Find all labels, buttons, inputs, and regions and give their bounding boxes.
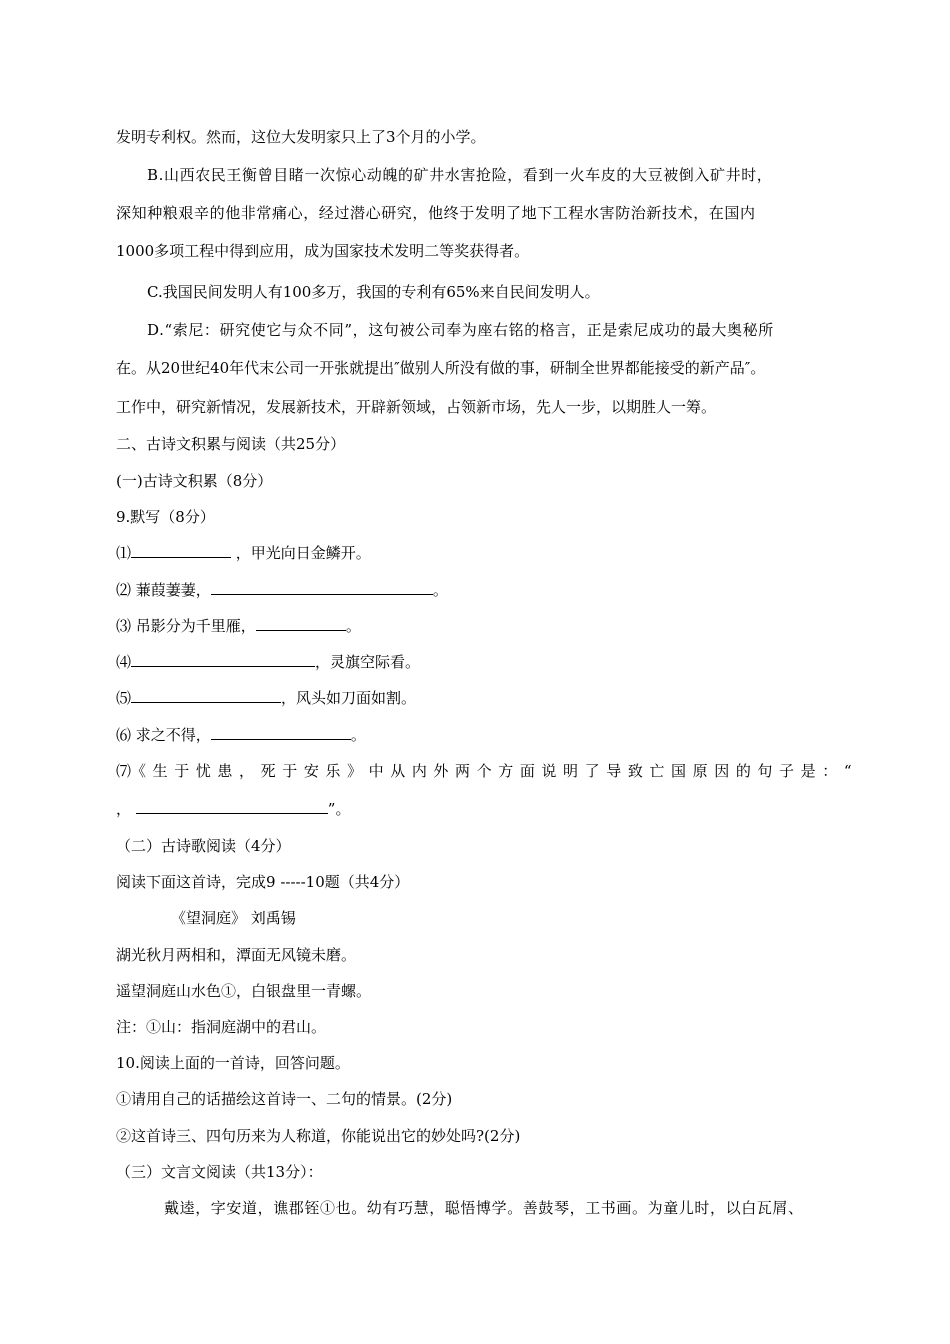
item-text: 求之不得， (135, 726, 211, 744)
subsection-title: （三）文言文阅读（共13分）： (116, 1163, 323, 1181)
answer-blank[interactable] (211, 725, 351, 740)
paragraph-c-line: C.我国民间发明人有100多万，我国的专利有65%来自民间发明人。 (147, 283, 600, 301)
item-text: 吊影分为千里雁， (135, 617, 256, 635)
question-title: 9.默写（8分） (116, 508, 215, 526)
dictation-item-7-continued (116, 799, 350, 819)
item-number: ⑸ (116, 689, 132, 707)
dictation-item-4 (116, 652, 420, 672)
item-number: ⑶ (116, 617, 132, 635)
item-text: 。 (350, 726, 366, 744)
item-number: ⑴ (116, 544, 132, 562)
paragraph-d-line: 工作中，研究新情况，发展新技术，开辟新领域，占领新市场，先人一步，以期胜人一筹。 (116, 398, 717, 416)
dictation-item-3 (116, 616, 361, 636)
answer-blank[interactable] (211, 580, 433, 595)
answer-blank[interactable] (256, 616, 346, 631)
item-number: ⑵ (116, 581, 132, 599)
item-text: 《生于忧患，死于安乐》中从内外两个方面说明了导致亡国原因的句子是：“ (131, 762, 859, 780)
paragraph-line: 发明专利权。然而，这位大发明家只上了3个月的小学。 (116, 128, 486, 146)
item-number: ⑺ (116, 762, 132, 780)
item-text: 。 (432, 581, 448, 599)
classical-text-line: 戴逵，字安道，谯郡铚①也。幼有巧慧，聪悟博学。善鼓琴，工书画。为童儿时，以白瓦屑、 (164, 1199, 804, 1217)
answer-blank[interactable] (131, 688, 281, 703)
question-title: 10.阅读上面的一首诗，回答问题。 (116, 1054, 350, 1072)
subsection-title: (一)古诗文积累（8分） (116, 472, 273, 490)
answer-blank[interactable] (131, 543, 231, 558)
dictation-item-1 (116, 543, 371, 563)
instruction-text: 阅读下面这首诗，完成9 -----10题（共4分） (116, 873, 410, 891)
poem-title: 《望洞庭》 刘禹锡 (171, 909, 296, 927)
paragraph-d-line: 在。从20世纪40年代末公司一开张就提出″做别人所没有做的事，研制全世界都能接受的新产品″。 (116, 359, 766, 377)
dictation-item-7 (116, 761, 858, 781)
section-title: 二、古诗文积累与阅读（共25分） (116, 435, 346, 453)
paragraph-b-line: 深知种粮艰辛的他非常痛心，经过潜心研究，他终于发明了地下工程水害防治新技术，在国内 (116, 204, 756, 222)
poem-line: 湖光秋月两相和，潭面无风镜未磨。 (116, 946, 357, 964)
item-number: ⑷ (116, 653, 132, 671)
sub-question: ②这首诗三、四句历来为人称道，你能说出它的妙处吗?(2分) (116, 1127, 521, 1145)
answer-blank[interactable] (131, 652, 315, 667)
poem-note: 注：①山：指洞庭湖中的君山。 (116, 1018, 327, 1036)
subsection-title: （二）古诗歌阅读（4分） (116, 837, 291, 855)
dictation-item-2 (116, 580, 448, 600)
item-text: ，甲光向日金鳞开。 (235, 544, 371, 562)
item-text: ，风头如刀面如割。 (281, 689, 417, 707)
item-number: ⑹ (116, 726, 132, 744)
item-text: ，灵旗空际看。 (315, 653, 421, 671)
paragraph-b-line: B.山西农民王衡曾目睹一次惊心动魄的矿井水害抢险，看到一火车皮的大豆被倒入矿井时， (147, 166, 773, 184)
paragraph-b-line: 1000多项工程中得到应用，成为国家技术发明二等奖获得者。 (116, 242, 530, 260)
poem-line: 遥望洞庭山水色①，白银盘里一青螺。 (116, 982, 372, 1000)
sub-question: ①请用自己的话描绘这首诗一、二句的情景。(2分) (116, 1090, 453, 1108)
answer-blank[interactable] (136, 799, 328, 814)
item-text: 蒹葭萋萋， (135, 581, 211, 599)
paragraph-d-line: D.“索尼：研究使它与众不同”，这句被公司奉为座右铭的格言，正是索尼成功的最大奥秘所 (147, 321, 774, 339)
dictation-item-5 (116, 688, 416, 708)
item-text: ”。 (327, 800, 351, 818)
item-text: ， (116, 800, 132, 818)
item-text: 。 (345, 617, 361, 635)
dictation-item-6 (116, 725, 366, 745)
